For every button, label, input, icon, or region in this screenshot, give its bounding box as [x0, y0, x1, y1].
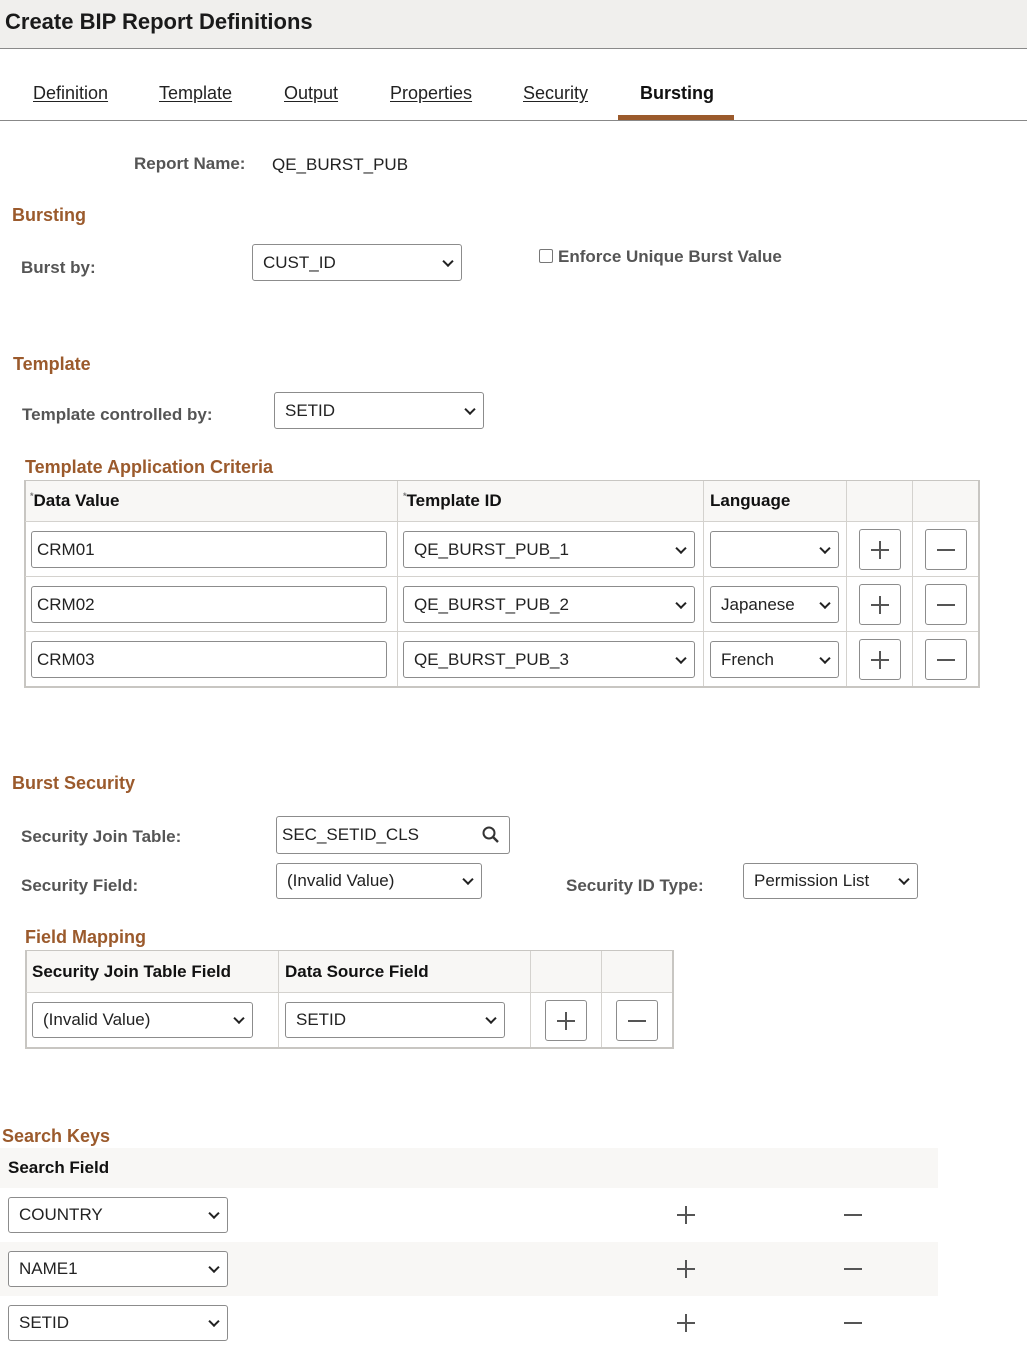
report-name-label: Report Name: — [134, 154, 246, 173]
search-keys-header-row — [0, 1148, 938, 1188]
page-title: Create BIP Report Definitions — [5, 9, 313, 34]
tab-security[interactable]: Security — [523, 83, 589, 103]
template-controlled-by-select[interactable] — [274, 392, 484, 429]
criteria-heading: Template Application Criteria — [25, 457, 274, 477]
tab-divider — [0, 120, 1027, 121]
security-field-select[interactable] — [276, 863, 482, 899]
data-value-input[interactable]: CRM01 — [31, 531, 387, 568]
source-field-select[interactable] — [285, 1002, 505, 1038]
security-id-type-label: Security ID Type: — [566, 876, 704, 895]
enforce-unique-checkbox[interactable] — [539, 249, 553, 263]
add-row-button[interactable] — [676, 1259, 696, 1279]
delete-row-button[interactable] — [616, 1000, 658, 1041]
data-value-input[interactable]: CRM02 — [31, 586, 387, 623]
search-field-select[interactable] — [8, 1251, 228, 1287]
col-data-value — [30, 491, 120, 511]
chevron-down-icon — [485, 1013, 496, 1024]
language-select[interactable] — [710, 641, 839, 678]
security-join-table-input[interactable] — [276, 816, 510, 854]
burst-by-value: CUST_ID — [263, 252, 336, 272]
add-row-button[interactable] — [676, 1205, 696, 1225]
template-id-select[interactable] — [403, 641, 695, 678]
burst-by-label: Burst by: — [21, 258, 96, 277]
chevron-down-icon — [675, 542, 686, 553]
add-row-button[interactable] — [859, 584, 901, 625]
source-field-value: SETID — [296, 1010, 347, 1029]
chevron-down-icon — [898, 874, 909, 885]
template-id-value: QE_BURST_PUB_1 — [414, 539, 569, 559]
language-select[interactable] — [710, 586, 839, 623]
delete-row-button[interactable] — [843, 1259, 863, 1279]
chevron-down-icon — [675, 652, 686, 663]
col-security-join-table-field: Security Join Table Field — [32, 962, 232, 981]
tab-properties[interactable]: Properties — [390, 83, 473, 103]
col-data-value-label: Data Value — [33, 491, 120, 510]
template-id-value: QE_BURST_PUB_3 — [414, 649, 569, 669]
report-name-value: QE_BURST_PUB — [272, 155, 409, 174]
tab-definition[interactable]: Definition — [33, 83, 109, 103]
security-join-table-label: Security Join Table: — [21, 827, 182, 846]
join-field-value: (Invalid Value) — [43, 1010, 151, 1029]
chevron-down-icon — [464, 403, 475, 414]
tab-template[interactable]: Template — [159, 83, 233, 103]
template-controlled-by-value: SETID — [285, 400, 336, 420]
security-field-value: (Invalid Value) — [287, 871, 395, 890]
chevron-down-icon — [208, 1262, 219, 1273]
delete-row-button[interactable] — [925, 639, 967, 680]
chevron-down-icon — [208, 1316, 219, 1327]
add-row-button[interactable] — [676, 1313, 696, 1333]
add-row-button[interactable] — [859, 639, 901, 680]
col-data-source-field: Data Source Field — [285, 962, 429, 981]
chevron-down-icon — [819, 597, 830, 608]
delete-row-button[interactable] — [843, 1205, 863, 1225]
template-id-select[interactable] — [403, 586, 695, 623]
template-controlled-by-label: Template controlled by: — [22, 405, 213, 424]
template-heading: Template — [13, 354, 91, 374]
add-row-button[interactable] — [859, 529, 901, 570]
add-row-button[interactable] — [545, 1000, 587, 1041]
security-join-table-value: SEC_SETID_CLS — [282, 825, 419, 844]
language-value: French — [721, 649, 774, 669]
security-id-type-select[interactable] — [743, 863, 918, 899]
chevron-down-icon — [819, 652, 830, 663]
burst-by-select[interactable] — [252, 244, 462, 281]
data-value-input[interactable]: CRM03 — [31, 641, 387, 678]
burst-security-heading: Burst Security — [12, 773, 136, 793]
col-search-field: Search Field — [8, 1158, 110, 1177]
enforce-unique-label: Enforce Unique Burst Value — [558, 247, 782, 266]
chevron-down-icon — [462, 874, 473, 885]
delete-row-button[interactable] — [925, 529, 967, 570]
chevron-down-icon — [208, 1208, 219, 1219]
chevron-down-icon — [819, 542, 830, 553]
join-field-select[interactable] — [32, 1002, 253, 1038]
criteria-header-row — [26, 481, 978, 522]
chevron-down-icon — [675, 597, 686, 608]
search-field-select[interactable] — [8, 1197, 228, 1233]
security-id-type-value: Permission List — [754, 871, 870, 890]
template-id-select[interactable] — [403, 531, 695, 568]
tab-output[interactable]: Output — [284, 83, 339, 103]
search-field-select[interactable] — [8, 1305, 228, 1341]
search-icon[interactable] — [482, 826, 500, 844]
chevron-down-icon — [442, 255, 453, 266]
language-value: Japanese — [721, 594, 795, 614]
template-id-value: QE_BURST_PUB_2 — [414, 594, 569, 614]
search-keys-heading: Search Keys — [2, 1126, 111, 1146]
search-field-value: NAME1 — [19, 1259, 78, 1278]
security-field-label: Security Field: — [21, 876, 139, 895]
delete-row-button[interactable] — [925, 584, 967, 625]
tab-bursting[interactable]: Bursting — [640, 83, 714, 103]
chevron-down-icon — [233, 1013, 244, 1024]
col-language: Language — [710, 491, 791, 510]
bursting-heading: Bursting — [12, 205, 86, 225]
delete-row-button[interactable] — [843, 1313, 863, 1333]
required-mark: * — [403, 491, 407, 501]
search-field-value: SETID — [19, 1313, 70, 1332]
search-field-value: COUNTRY — [19, 1205, 103, 1224]
required-mark: * — [30, 491, 34, 501]
field-mapping-heading: Field Mapping — [25, 927, 146, 947]
col-template-id-label: Template ID — [406, 491, 502, 510]
language-select[interactable] — [710, 531, 839, 568]
col-template-id — [403, 491, 502, 511]
